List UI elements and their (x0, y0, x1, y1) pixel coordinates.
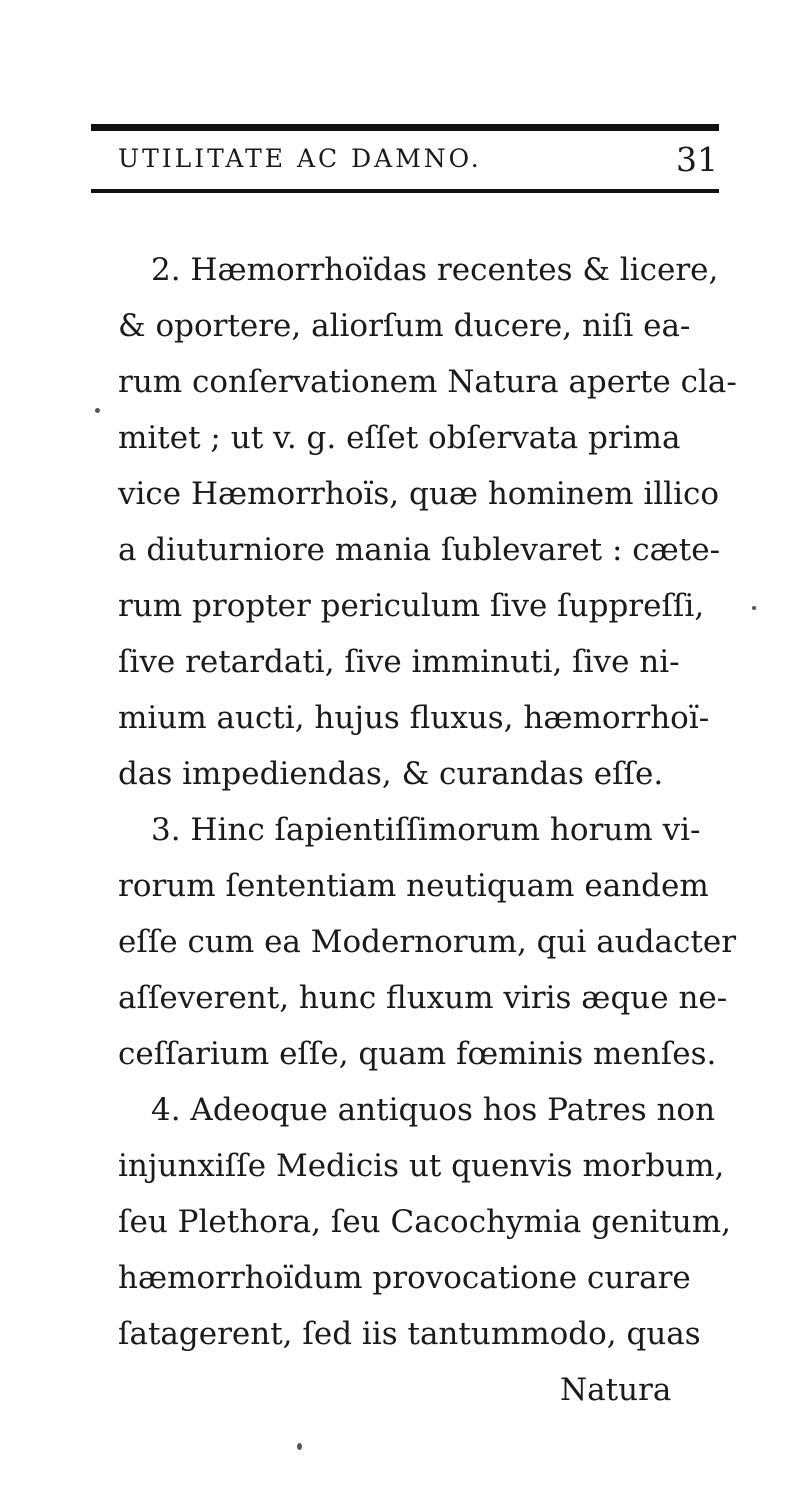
text-line: rum conſervationem Natura aperte cla- (118, 364, 737, 400)
text-line: ceſſarium eſſe, quam fœminis menſes. (118, 1036, 717, 1072)
text-line: mitet ; ut v. g. eſſet obſervata prima (118, 420, 681, 456)
header-rule-top (91, 124, 719, 131)
text-line: 2. Hæmorrhoïdas recentes & licere, (151, 252, 719, 288)
page-number: 31 (676, 140, 718, 179)
running-head (118, 140, 718, 184)
text-line: & oportere, aliorſum ducere, niſi ea- (118, 308, 691, 344)
text-line: 4. Adeoque antiquos hos Patres non (151, 1092, 716, 1128)
text-line: hæmorrhoïdum provocatione curare (118, 1260, 691, 1296)
text-line: das impediendas, & curandas eſſe. (118, 756, 664, 792)
header-rule-bottom (91, 189, 719, 193)
paper-speck (752, 606, 756, 610)
text-line: ſatagerent, ſed iis tantummodo, quas (118, 1316, 701, 1352)
paper-speck (95, 408, 100, 413)
text-line: ſeu Plethora, ſeu Cacochymia genitum, (118, 1204, 731, 1240)
text-line: ſive retardati, ſive imminuti, ſive ni- (118, 644, 680, 680)
running-title: UTILITATE AC DAMNO. (118, 144, 482, 173)
text-line: vice Hæmorrhoïs, quæ hominem illico (118, 476, 720, 512)
text-line: a diuturniore mania ſublevaret : cæte- (118, 532, 721, 568)
text-line: 3. Hinc ſapientiſſimorum horum vi- (151, 812, 701, 848)
text-line: rum propter periculum ſive ſuppreſſi, (118, 588, 705, 624)
text-line: rorum ſententiam neutiquam eandem (118, 868, 709, 904)
text-line: injunxiſſe Medicis ut quenvis morbum, (118, 1148, 725, 1184)
text-line: mium aucti, hujus fluxus, hæmorrhoï- (118, 700, 710, 736)
text-line: aſſeverent, hunc fluxum viris æque ne- (118, 980, 728, 1016)
text-line: eſſe cum ea Modernorum, qui audacter (118, 924, 737, 960)
paper-speck (297, 1443, 302, 1450)
catchword: Natura (560, 1372, 672, 1408)
